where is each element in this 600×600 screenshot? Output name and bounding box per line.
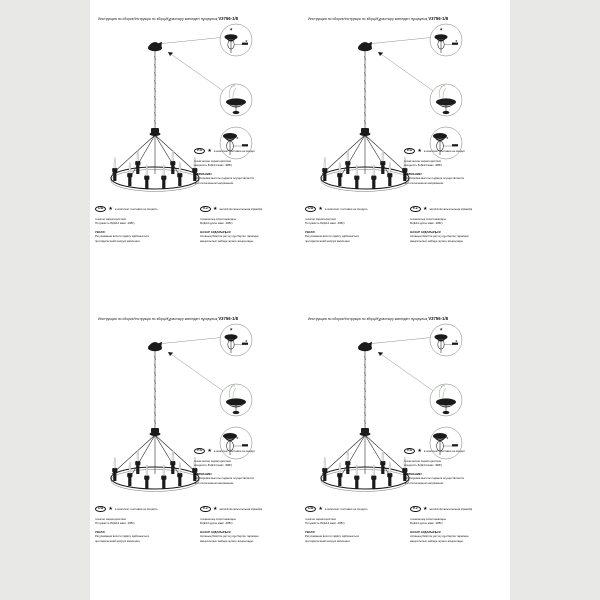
warning-line2-kz: ажыратылып кейінде жүзеге асырылады. [200,238,254,243]
country-badge-row-kz [200,506,300,512]
country-badge-row-ru [194,448,294,454]
svg-text:★: ★ [245,39,248,43]
star-note-ua: в комплект поставки не входить [114,207,158,212]
spec-heading-ru: технические характеристики [194,159,232,164]
spec-value-ru: мощность 8х(Е14 макс. 40Вт) [404,163,443,168]
star-note-ua: в комплект поставки не входить [324,207,368,212]
spec-block-ua [305,206,405,243]
warning-line2-ru: при отключенном напряжении. [194,180,234,185]
spec-block-ua [95,206,195,243]
warning-line2-kz: ажыратылып кейінде жүзеге асырылады. [200,538,254,543]
star-icon: ★ [423,505,428,512]
warning-line1-ru: Регулировка высоты подвеса осуществляется [194,176,254,181]
warning-line2-ru: при отключенном напряжении. [404,480,444,485]
spec-heading-kz: техникалық сипаттамалары [200,217,237,222]
spec-heading-ru: технические характеристики [404,459,442,464]
model-number: V3756-1/8 [428,16,449,21]
bottom-language-blocks [300,506,510,543]
warning-line2-ua: при відключеній напрузі живлення. [95,238,141,243]
bottom-language-blocks [300,206,510,243]
warning-heading-ru: ВНИМАНИЕ! [194,172,212,177]
warning-line2-ru: при отключенном напряжении. [194,480,234,485]
star-note-kz: жеткізілім жиынтығына кірмейді [219,507,263,512]
warning-line2-kz: ажыратылып кейінде жүзеге асырылады. [410,538,464,543]
star-note-ru: в комплект поставки не входит [423,449,466,454]
star-note-ru: в комплект поставки не входит [213,449,256,454]
svg-text:★: ★ [245,339,248,343]
spec-heading-ua: технічні характеристики [305,217,336,222]
country-code-ua: UA [305,206,316,212]
spec-block-ru [404,148,504,185]
country-code-ua: UA [95,506,106,512]
spec-block-kz [200,506,300,543]
star-icon: ★ [318,505,323,512]
warning-heading-ua: УВАГА! [95,530,106,535]
warning-line1-kz: Аспаның биіктігін реттеу кұн бергіш тарапқан [410,534,469,539]
spec-heading-kz: техникалық сипаттамалары [410,517,447,522]
star-note-ru: в комплект поставки не входит [423,149,466,154]
warning-line1-kz: Аспаның биіктігін реттеу кұн бергіш тарапқан [410,234,469,239]
country-badge-row-ua [305,206,405,212]
warning-heading-ua: УВАГА! [95,230,106,235]
warning-line2-ua: при відключеній напрузі живлення. [95,538,141,543]
spec-value-kz: 8х(Е14 қуаты макс. 40Вт) [200,221,233,226]
warning-line1-ua: Регулювання висоти підвісу здійснюється [95,234,149,239]
title-text: Инструкция по сборке/Інструкція по збірці/Құрастыру жөніндегі нұсқаулық [98,17,218,21]
model-number: V3756-1/8 [218,16,239,21]
warning-line1-ua: Регулювання висоти підвісу здійснюється [95,534,149,539]
warning-heading-ru: ВНИМАНИЕ! [404,472,422,477]
star-icon: ★ [207,447,212,454]
warning-line1-ru: Регулировка высоты подвеса осуществляется [404,176,464,181]
country-badge-row-ru [404,448,504,454]
star-note-ru: в комплект поставки не входит [213,149,256,154]
spec-block-ru [194,148,294,185]
title-text: Инструкция по сборке/Інструкція по збірці/Құрастыру жөніндегі нұсқаулық [308,317,428,321]
country-code-ru: RU [404,148,415,154]
instruction-sheet [300,0,510,300]
svg-text:★: ★ [236,436,239,440]
sheet-title [98,16,294,21]
star-icon: ★ [417,147,422,154]
warning-line2-ua: при відключеній напрузі живлення. [305,238,351,243]
spec-block-kz [200,206,300,243]
spec-block-ru [404,448,504,485]
spec-value-kz: 8х(Е14 қуаты макс. 40Вт) [410,221,443,226]
spec-heading-ru: технические характеристики [404,159,442,164]
title-text: Инструкция по сборке/Інструкція по збірці/Құрастыру жөніндегі нұсқаулық [308,17,428,21]
country-badge-row-ua [95,506,195,512]
country-code-ua: UA [95,206,106,212]
star-icon: ★ [213,505,218,512]
star-note-ua: в комплект поставки не входить [114,507,158,512]
star-icon: ★ [207,147,212,154]
country-badge-row-ru [194,148,294,154]
title-text: Инструкция по сборке/Інструкція по збірці/Құрастыру жөніндегі нұсқаулық [98,317,218,321]
spec-block-kz [410,506,510,543]
spec-value-ru: мощность 8х(Е14 макс. 40Вт) [194,463,233,468]
star-icon: ★ [417,447,422,454]
country-code-kz: KZ [410,506,421,512]
warning-heading-kz: НАЗАР АУДАРЫҢЫЗ! [200,530,232,535]
svg-text:★: ★ [236,136,239,140]
instruction-sheet-grid [90,0,510,600]
spec-value-ua: Потужність 8х(Е14 макс. 40Вт) [95,521,135,526]
detail-circle-hook [220,324,252,356]
svg-text:★: ★ [455,39,458,43]
star-note-kz: жеткізілім жиынтығына кірмейді [429,507,473,512]
country-badge-row-kz [410,506,510,512]
detail-circle-wiring [220,384,252,416]
spec-value-ua: Потужність 8х(Е14 макс. 40Вт) [305,221,345,226]
spec-value-kz: 8х(Е14 қуаты макс. 40Вт) [410,521,443,526]
svg-text:★: ★ [446,436,449,440]
bottom-language-blocks [90,206,300,243]
bottom-language-blocks [90,506,300,543]
country-code-ru: RU [194,448,205,454]
spec-heading-ru: технические характеристики [194,459,232,464]
country-code-ua: UA [305,506,316,512]
spec-heading-ua: технічні характеристики [305,517,336,522]
sheet-title [308,16,504,21]
spec-value-kz: 8х(Е14 қуаты макс. 40Вт) [200,521,233,526]
star-icon: ★ [318,205,323,212]
warning-line1-ua: Регулювання висоти підвісу здійснюється [305,534,359,539]
svg-text:★: ★ [439,26,443,32]
country-badge-row-kz [410,206,510,212]
spec-heading-ua: технічні характеристики [95,517,126,522]
country-badge-row-ua [305,506,405,512]
spec-block-ua [305,506,405,543]
spec-heading-ua: технічні характеристики [95,217,126,222]
warning-heading-kz: НАЗАР АУДАРЫҢЫЗ! [200,230,232,235]
detail-circle-hook [220,24,252,56]
svg-text:★: ★ [229,326,233,332]
warning-line1-ru: Регулировка высоты подвеса осуществляется [404,476,464,481]
spec-value-ua: Потужність 8х(Е14 макс. 40Вт) [95,221,135,226]
warning-line2-kz: ажыратылып кейінде жүзеге асырылады. [410,238,464,243]
instruction-sheet [90,0,300,300]
svg-text:★: ★ [439,326,443,332]
svg-text:★: ★ [455,339,458,343]
country-badge-row-kz [200,206,300,212]
spec-heading-kz: техникалық сипаттамалары [410,217,447,222]
svg-text:★: ★ [229,26,233,32]
spec-value-ua: Потужність 8х(Е14 макс. 40Вт) [305,521,345,526]
sheet-title [308,316,504,321]
model-number: V3756-1/8 [218,316,239,321]
detail-circle-hook [430,24,462,56]
detail-circle-wiring [430,384,462,416]
model-number: V3756-1/8 [428,316,449,321]
spec-value-ru: мощность 8х(Е14 макс. 40Вт) [194,163,233,168]
detail-circle-wiring [220,84,252,116]
star-icon: ★ [213,205,218,212]
country-code-kz: KZ [410,206,421,212]
country-code-kz: KZ [200,206,211,212]
sheet-title [98,316,294,321]
warning-line1-ua: Регулювання висоти підвісу здійснюється [305,234,359,239]
instruction-sheet [300,300,510,600]
country-code-ru: RU [404,448,415,454]
spec-value-ru: мощность 8х(Е14 макс. 40Вт) [404,463,443,468]
warning-heading-ru: ВНИМАНИЕ! [404,172,422,177]
warning-line1-ru: Регулировка высоты подвеса осуществляется [194,476,254,481]
svg-text:★: ★ [446,136,449,140]
star-icon: ★ [423,205,428,212]
country-code-ru: RU [194,148,205,154]
country-badge-row-ru [404,148,504,154]
star-icon: ★ [108,505,113,512]
spec-block-kz [410,206,510,243]
warning-heading-ru: ВНИМАНИЕ! [194,472,212,477]
detail-circle-hook [430,324,462,356]
star-icon: ★ [108,205,113,212]
star-note-ua: в комплект поставки не входить [324,507,368,512]
spec-heading-kz: техникалық сипаттамалары [200,517,237,522]
spec-block-ru [194,448,294,485]
warning-line2-ru: при отключенном напряжении. [404,180,444,185]
spec-block-ua [95,506,195,543]
warning-heading-kz: НАЗАР АУДАРЫҢЫЗ! [410,530,442,535]
instruction-sheet [90,300,300,600]
star-note-kz: жеткізілім жиынтығына кірмейді [429,207,473,212]
warning-heading-ua: УВАГА! [305,530,316,535]
country-code-kz: KZ [200,506,211,512]
warning-heading-ua: УВАГА! [305,230,316,235]
warning-line2-ua: при відключеній напрузі живлення. [305,538,351,543]
country-badge-row-ua [95,206,195,212]
warning-line1-kz: Аспаның биіктігін реттеу кұн бергіш тарапқан [200,234,259,239]
star-note-kz: жеткізілім жиынтығына кірмейді [219,207,263,212]
detail-circle-wiring [430,84,462,116]
warning-line1-kz: Аспаның биіктігін реттеу кұн бергіш тарапқан [200,534,259,539]
warning-heading-kz: НАЗАР АУДАРЫҢЫЗ! [410,230,442,235]
